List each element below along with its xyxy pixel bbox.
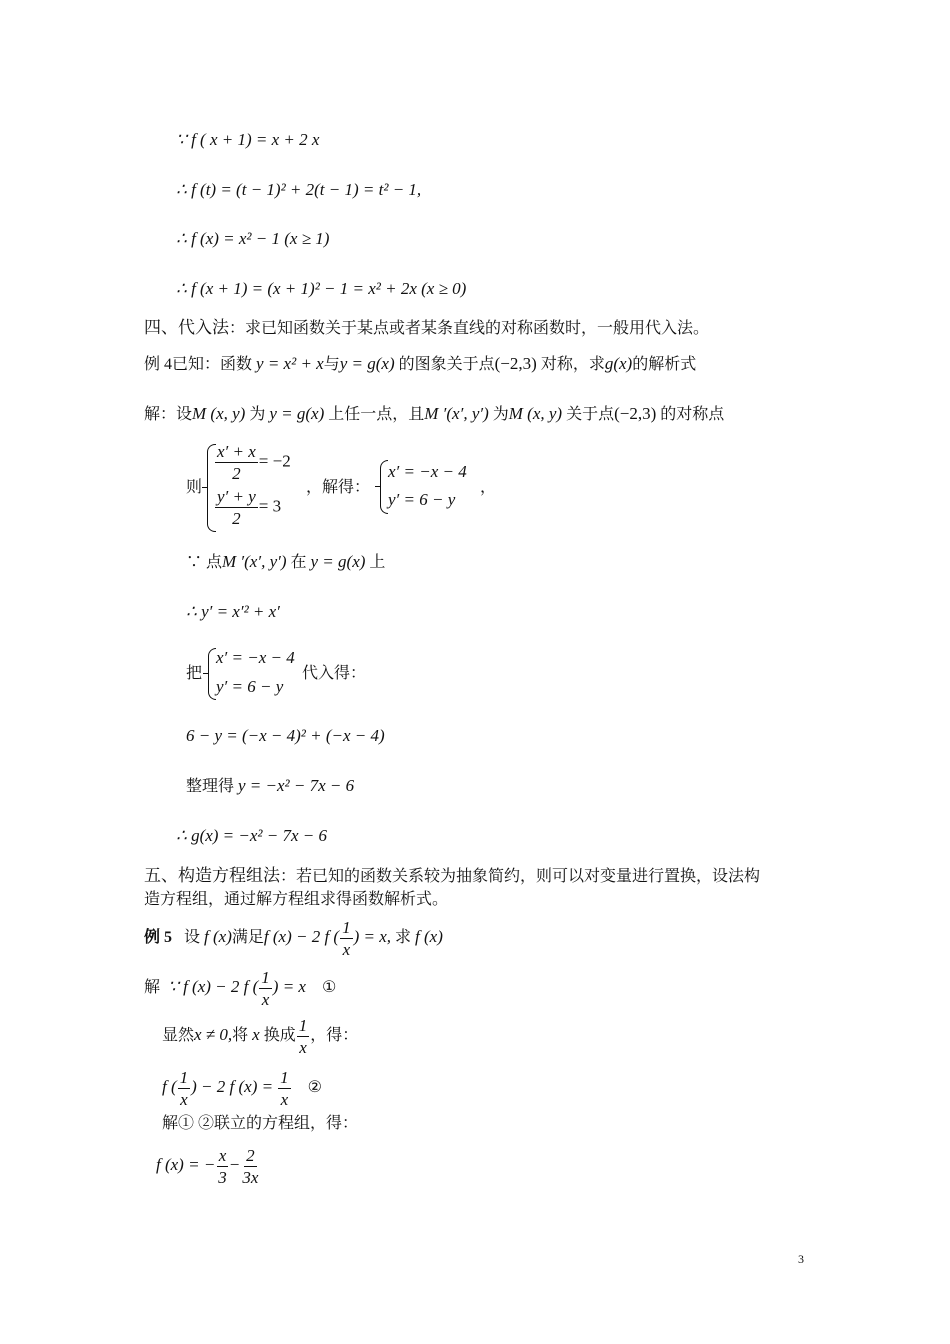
section-5-heading-line: [144, 866, 760, 887]
derivation-line-1: ∵ f ( x + 1) = x + 2 x: [176, 130, 320, 149]
example-4-label: 例 4: [144, 356, 173, 373]
system-1-row-1: [214, 442, 291, 483]
solution-5-line-2: [162, 1016, 358, 1057]
step-text: 在: [290, 554, 307, 571]
solution-5-line-4: 解① ②联立的方程组，得：: [162, 1115, 359, 1132]
solution-5-math: ∵ f (x) − 2 f (: [168, 977, 259, 997]
section-5-text: ：若已知的函数关系较为抽象简约，则可以对变量进行置换，设法构: [280, 868, 761, 885]
solution-4-text: 的对称点: [660, 406, 725, 423]
step-c-post: 代入得：: [302, 665, 367, 682]
section-4-heading: 四、代入法: [144, 318, 229, 337]
example-5-math: f (x): [204, 927, 232, 947]
fraction: [215, 442, 258, 483]
step-a-line: [186, 552, 385, 573]
fraction: [340, 918, 353, 959]
derivation-line-3: ∴ f (x) = x² − 1 (x ≥ 1): [176, 229, 330, 248]
fraction: [178, 1068, 191, 1109]
solution-5-line-5: [156, 1146, 261, 1187]
solution-5-math: x ≠ 0,: [194, 1025, 233, 1045]
fraction: [259, 968, 272, 1009]
solution-4-math: M (x, y): [508, 404, 563, 423]
example-5-math: f (x): [415, 927, 443, 947]
fraction-denominator: x: [299, 1038, 307, 1057]
solution-5-text: 显然: [162, 1027, 195, 1045]
solution-5-text: ，得：: [310, 1027, 359, 1045]
right-brace-tip: [375, 486, 380, 487]
solution-5-math: x: [252, 1025, 260, 1045]
substitution-row-1: x′ = −x − 4: [216, 648, 295, 667]
fraction-denominator: 3x: [242, 1168, 259, 1187]
example-4-point: (−2,3): [494, 354, 537, 373]
fraction: [240, 1146, 260, 1187]
fraction-numerator: x′ + x: [217, 442, 256, 461]
solution-4-math: (−2,3): [614, 404, 657, 423]
equation-number-2: ②: [307, 1079, 322, 1097]
fraction: [215, 487, 258, 528]
example-5-math: ) = x,: [353, 927, 392, 947]
solution-5-line-1: [144, 968, 336, 1009]
fraction-numerator: 1: [280, 1068, 289, 1087]
solution-5-text: 换成: [263, 1027, 296, 1045]
section-5-heading: 五、构造方程组法: [144, 866, 280, 885]
step-math: y = −x² − 7x − 6: [238, 776, 355, 795]
system-1-row-2: [214, 487, 281, 528]
step-d-line: 6 − y = (−x − 4)² + (−x − 4): [186, 726, 385, 745]
fraction-numerator: 1: [342, 918, 351, 937]
system-1-comma: ，: [480, 479, 497, 496]
solved-row-1: x′ = −x − 4: [388, 462, 467, 481]
solution-4-label: 解：设: [144, 406, 193, 423]
example-4-text: 的图象关于点: [398, 356, 495, 373]
third-brace-tip: [203, 673, 208, 674]
solved-row-2: y′ = 6 − y: [388, 490, 456, 509]
example-5-text: 设: [184, 929, 201, 947]
solution-4-math: M (x, y): [192, 404, 246, 423]
solution-5-math: −: [229, 1155, 240, 1175]
example-5-line: [144, 918, 443, 959]
equation-rhs: = −2: [258, 451, 291, 471]
fraction-numerator: 1: [298, 1016, 308, 1035]
fraction-denominator: 2: [232, 509, 241, 528]
substitution-row-2: y′ = 6 − y: [216, 677, 284, 696]
derivation-line-2: ∴ f (t) = (t − 1)² + 2(t − 1) = t² − 1,: [176, 180, 422, 199]
fraction-denominator: x: [261, 990, 270, 1009]
solution-5-math: f (: [162, 1077, 177, 1097]
fraction-denominator: x: [342, 940, 351, 959]
example-4-text: 已知：函数: [172, 356, 253, 373]
example-5-math: f (x) − 2 f (: [263, 927, 340, 947]
derivation-line-4: ∴ f (x + 1) = (x + 1)² − 1 = x² + 2x (x ≥ 0): [176, 279, 467, 298]
solution-4-math: M ′(x′, y′): [424, 404, 489, 423]
step-math: M ′(x′, y′): [222, 552, 287, 571]
equation-number-1: ①: [321, 979, 337, 997]
solution-5-label: 解: [144, 979, 161, 997]
section-4-text: ：求已知函数关于某点或者某条直线的对称函数时，一般用代入法。: [229, 320, 710, 337]
solution-5-math: ) = x: [272, 977, 306, 997]
fraction-denominator: 2: [232, 464, 241, 483]
example-4-text: 对称，求: [540, 356, 605, 373]
solution-5-math: f (x) = −: [156, 1155, 216, 1175]
right-brace: [380, 460, 388, 514]
section-5-text-line-2: 造方程组，通过解方程组求得函数解析式。: [144, 891, 449, 908]
fraction: [216, 1146, 229, 1187]
example-5-text: 求: [395, 929, 412, 947]
fraction-numerator: y′ + y: [217, 487, 256, 506]
solution-5-line-3: [162, 1068, 322, 1109]
solution-4-math: y = g(x): [269, 404, 325, 423]
example-4-equation: g(x): [604, 354, 633, 373]
fraction: [297, 1016, 310, 1057]
example-4-text: 的解析式: [632, 356, 697, 373]
fraction-numerator: 1: [261, 968, 270, 987]
third-brace: [208, 648, 216, 700]
example-5-label: 例 5: [144, 929, 173, 947]
fraction-numerator: 2: [246, 1146, 255, 1165]
solution-4-text: 为: [492, 406, 509, 423]
equation-rhs: = 3: [258, 496, 282, 516]
example-5-text: 满足: [231, 929, 264, 947]
step-math: y = g(x): [310, 552, 366, 571]
step-text: ∵ 点: [186, 554, 223, 571]
fraction-denominator: x: [180, 1090, 188, 1109]
solution-4-text: 上任一点，且: [328, 406, 425, 423]
example-4-equation: y = x² + x: [256, 354, 324, 373]
example-4-text: 与: [323, 356, 340, 373]
solution-4-text: 关于点: [566, 406, 615, 423]
step-text: 上: [369, 554, 386, 571]
section-4-heading-line: [144, 318, 709, 339]
example-4-line: [144, 354, 696, 375]
fraction-denominator: 3: [218, 1168, 227, 1187]
step-text: 整理得: [186, 778, 235, 795]
solution-5-math: ) − 2 f (x) =: [191, 1077, 274, 1097]
solution-4-line: [144, 404, 724, 425]
step-f-line: ∴ g(x) = −x² − 7x − 6: [176, 826, 328, 845]
page-number: 3: [798, 1252, 804, 1266]
step-e-line: [186, 776, 354, 797]
left-brace-tip: [202, 487, 207, 488]
fraction-denominator: x: [280, 1090, 289, 1109]
solution-4-text: 为: [249, 406, 266, 423]
fraction-numerator: x: [218, 1146, 227, 1165]
step-b-line: ∴ y′ = x′² + x′: [186, 602, 280, 621]
solution-5-text: 将: [232, 1027, 249, 1045]
fraction: [278, 1068, 291, 1109]
fraction-numerator: 1: [179, 1068, 189, 1087]
example-4-equation: y = g(x): [339, 354, 395, 373]
system-1-ze: 则: [186, 479, 203, 496]
step-c-ba: 把: [186, 665, 203, 682]
system-1-jiede: ，解得：: [306, 479, 371, 496]
